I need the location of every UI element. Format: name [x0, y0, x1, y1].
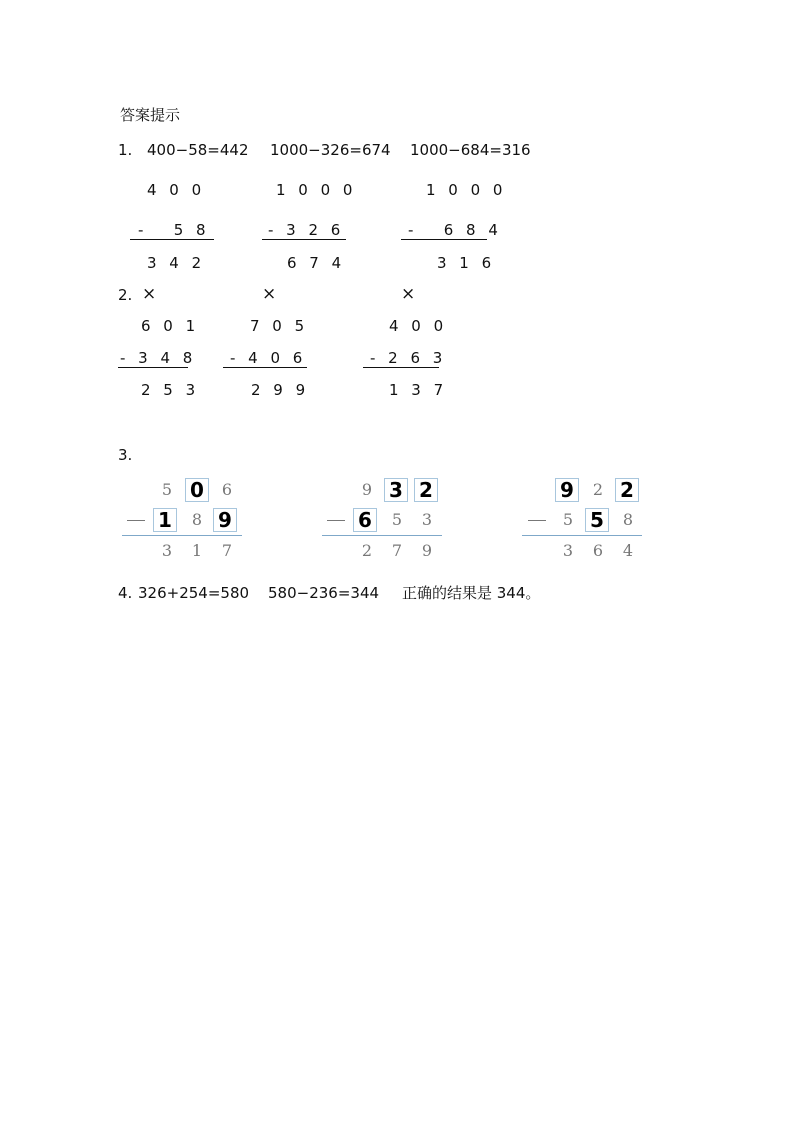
pz1-sub-d3-filled: 9: [213, 508, 237, 532]
p1-calc-1-res: 3 4 2: [147, 254, 206, 272]
pz2-res-d3: 9: [421, 541, 433, 560]
pz3-rule: [522, 535, 642, 536]
pz3-res-d2: 6: [592, 541, 604, 560]
p1-calc-3-sub: - 6 8 4: [408, 221, 502, 239]
pz2-sub-d3: 3: [421, 510, 433, 529]
p2-calc-1-sub: - 3 4 8: [120, 349, 197, 367]
p1-calc-2-top: 1 0 0 0: [276, 181, 357, 199]
p2-mark-1: ×: [142, 284, 157, 304]
pz2-res-d2: 7: [391, 541, 403, 560]
p1-calc-1-top: 4 0 0: [147, 181, 206, 199]
p2-calc-3-res: 1 3 7: [389, 381, 448, 399]
pz1-res-d1: 3: [161, 541, 173, 560]
p1-calc-1-sub: - 5 8: [138, 221, 210, 239]
pz1-res-d3: 7: [221, 541, 233, 560]
p2-calc-2-top: 7 0 5: [250, 317, 309, 335]
p1-equation-2: 1000−326=674: [270, 141, 391, 159]
pz2-top-d3-filled: 2: [414, 478, 438, 502]
p2-calc-2-res: 2 9 9: [251, 381, 310, 399]
p1-calc-2-rule: [262, 239, 346, 240]
pz2-top-d1: 9: [361, 480, 373, 499]
p2-calc-2-sub: - 4 0 6: [230, 349, 307, 367]
p2-calc-1-rule: [118, 367, 188, 368]
pz1-minus-sign: [127, 520, 145, 521]
p1-calc-1-rule: [130, 239, 214, 240]
pz1-res-d2: 1: [191, 541, 203, 560]
p2-mark-2: ×: [262, 284, 277, 304]
pz1-top-d1: 5: [161, 480, 173, 499]
p1-calc-3-top: 1 0 0 0: [426, 181, 507, 199]
pz3-res-d1: 3: [562, 541, 574, 560]
problem-4-label: 4.: [118, 584, 133, 602]
pz3-top-d3-filled: 2: [615, 478, 639, 502]
p2-calc-3-sub: - 2 6 3: [370, 349, 447, 367]
pz1-sub-d2: 8: [191, 510, 203, 529]
p1-calc-2-res: 6 7 4: [287, 254, 346, 272]
pz3-sub-d2-filled: 5: [585, 508, 609, 532]
p4-equation-1: 326+254=580: [138, 584, 250, 602]
pz2-top-d2-filled: 3: [384, 478, 408, 502]
pz1-rule: [122, 535, 242, 536]
pz1-sub-d1-filled: 1: [153, 508, 177, 532]
pz3-top-d1-filled: 9: [555, 478, 579, 502]
problem-2-label: 2.: [118, 286, 133, 304]
pz3-top-d2: 2: [592, 480, 604, 499]
p1-equation-1: 400−58=442: [147, 141, 249, 159]
p2-calc-2-rule: [223, 367, 307, 368]
pz2-minus-sign: [327, 520, 345, 521]
p1-equation-3: 1000−684=316: [410, 141, 531, 159]
p2-mark-3: ×: [401, 284, 416, 304]
pz3-sub-d3: 8: [622, 510, 634, 529]
pz3-sub-d1: 5: [562, 510, 574, 529]
pz2-rule: [322, 535, 442, 536]
p1-calc-3-rule: [401, 239, 487, 240]
pz2-sub-d2: 5: [391, 510, 403, 529]
answer-hints-title: 答案提示: [120, 106, 181, 124]
pz2-res-d1: 2: [361, 541, 373, 560]
p1-calc-2-sub: - 3 2 6: [268, 221, 345, 239]
pz3-minus-sign: [528, 520, 546, 521]
p2-calc-3-rule: [363, 367, 439, 368]
pz2-sub-d1-filled: 6: [353, 508, 377, 532]
pz3-res-d3: 4: [622, 541, 634, 560]
p2-calc-3-top: 4 0 0: [389, 317, 448, 335]
p4-equation-2: 580−236=344: [268, 584, 380, 602]
problem-1-label: 1.: [118, 141, 133, 159]
p4-conclusion: 正确的结果是 344。: [402, 584, 541, 602]
p2-calc-1-res: 2 5 3: [141, 381, 200, 399]
p1-calc-3-res: 3 1 6: [437, 254, 496, 272]
pz1-top-d2-filled: 0: [185, 478, 209, 502]
problem-3-label: 3.: [118, 446, 133, 464]
pz1-top-d3: 6: [221, 480, 233, 499]
p2-calc-1-top: 6 0 1: [141, 317, 200, 335]
